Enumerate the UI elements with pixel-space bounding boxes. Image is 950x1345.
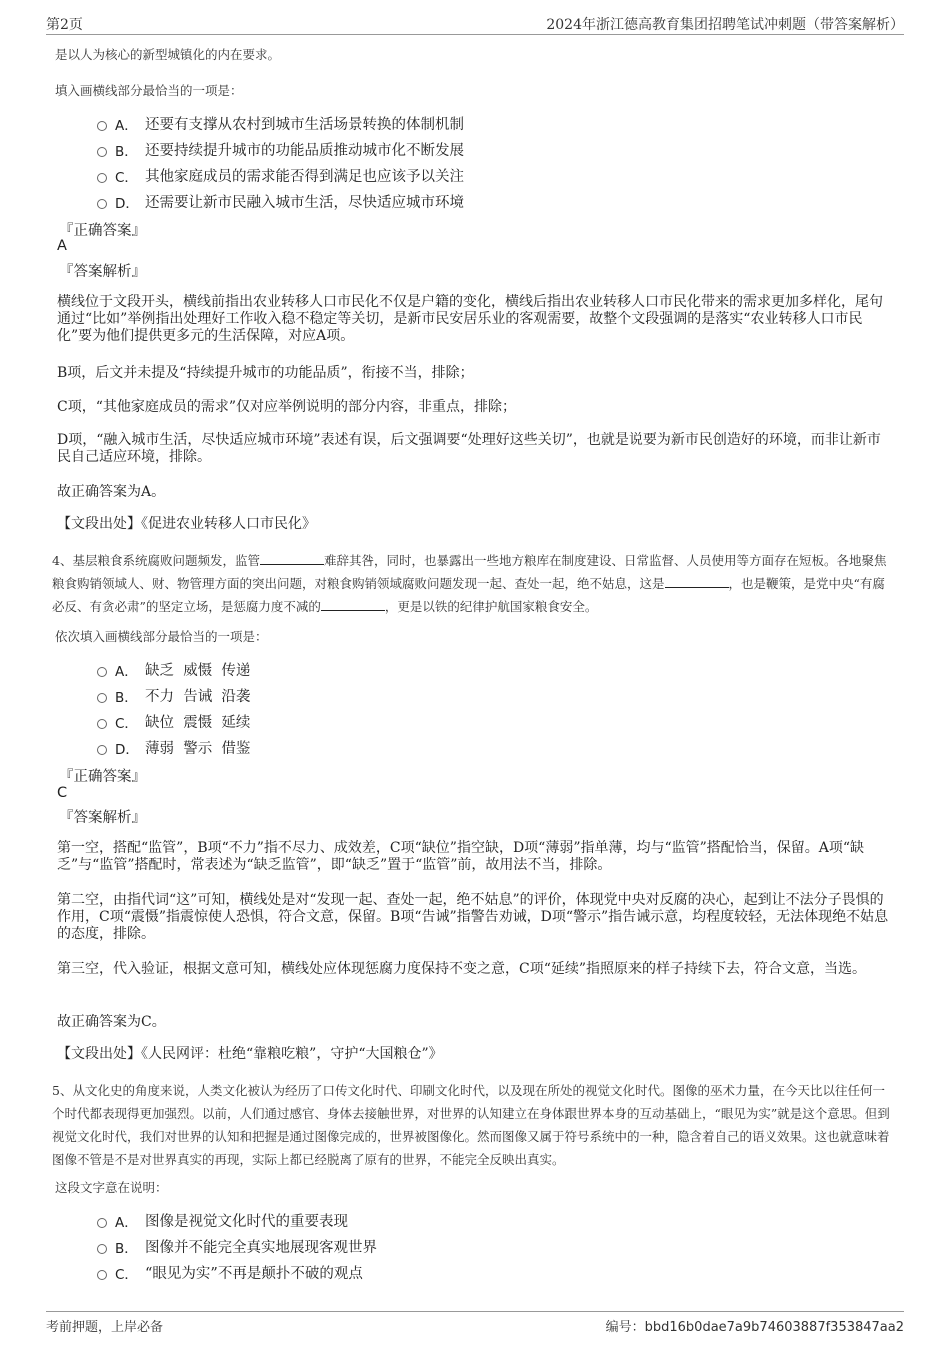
option-letter: A． (115, 118, 138, 134)
option-letter: B． (115, 144, 138, 160)
option-letter: D． (115, 742, 139, 758)
analysis-paragraph: D项，“融入城市生活，尽快适应城市环境”表述有误，后文强调要“处理好这些关切”，也就是说要为新市民创造好的环境，而非让新市民自己适应环境，排除。 (57, 432, 881, 465)
radio-icon[interactable] (97, 121, 107, 131)
fill-blank (260, 552, 324, 565)
question-5-options (55, 1209, 655, 1287)
option-b[interactable] (55, 684, 655, 710)
question-3-options (55, 112, 655, 216)
question-4-prompt: 依次填入画横线部分最恰当的一项是： (55, 629, 268, 644)
option-c[interactable] (55, 164, 655, 190)
document-title: 2024年浙江德高教育集团招聘笔试冲刺题（带答案解析） (546, 17, 904, 33)
analysis-paragraph: 故正确答案为A。 (57, 484, 166, 500)
option-text: 缺乏 威慑 传递 (145, 663, 251, 679)
option-d[interactable] (55, 190, 655, 216)
analysis-paragraph: 第三空，代入验证，根据文意可知，横线处应体现惩腐力度保持不变之意，C项“延续”指照原来的样子持续下去，符合文意，当选。 (57, 961, 867, 977)
option-text: 不力 告诫 沿袭 (145, 689, 251, 705)
radio-icon[interactable] (97, 719, 107, 729)
question-4-text (52, 549, 892, 618)
option-text: 图像并不能完全真实地展现客观世界 (145, 1240, 377, 1256)
radio-icon[interactable] (97, 745, 107, 755)
question-3-prompt: 填入画横线部分最恰当的一项是： (55, 83, 243, 98)
text-source: 【文段出处】《人民网评：杜绝“靠粮吃粮”，守护“大国粮仓”》 (57, 1046, 443, 1062)
option-b[interactable] (55, 1235, 655, 1261)
radio-icon[interactable] (97, 199, 107, 209)
radio-icon[interactable] (97, 693, 107, 703)
option-letter: C． (115, 1267, 138, 1283)
option-letter: C． (115, 170, 138, 186)
option-text: 还需要让新市民融入城市生活，尽快适应城市环境 (145, 195, 464, 211)
document-id: 编号：bbd16b0dae7a9b74603887f353847aa2 (605, 1320, 904, 1335)
question-5-text: 5、从文化史的角度来说，人类文化被认为经历了口传文化时代、印刷文化时代，以及现在所处的视觉文化时代。图像的巫术力量，在今天比以往任何一个时代都表现得更加强烈。以前，人们通过感官、身体去接触世界，对世界的认知建立在身体跟世界本身的互动基础上，“眼见为实”就是这个意思。但到视觉文化时代，我们对世界的认知和把握是通过图像完成的，世界被图像化。然而图像又属于符号系统中的一种，隐含着自己的语义效果。这也就意味着图像不管是不是对世界真实的再现，实际上都已经脱离了原有的世界，不能完全反映出真实。 (52, 1083, 890, 1167)
option-a[interactable] (55, 658, 655, 684)
option-a[interactable] (55, 112, 655, 138)
page-header (46, 14, 904, 35)
radio-icon[interactable] (97, 147, 107, 157)
option-letter: A． (115, 664, 138, 680)
correct-answer-label: 『正确答案』 (59, 223, 146, 239)
question-text-part: ，更是以铁的纪律护航国家粮食安全。 (384, 599, 598, 614)
analysis-label: 『答案解析』 (59, 810, 146, 826)
analysis-label: 『答案解析』 (59, 264, 146, 280)
option-text: 薄弱 警示 借鉴 (145, 741, 251, 757)
option-text: 还要持续提升城市的功能品质推动城市化不断发展 (145, 143, 464, 159)
option-c[interactable] (55, 1261, 655, 1287)
option-text: 其他家庭成员的需求能否得到满足也应该予以关注 (145, 169, 464, 185)
option-letter: C． (115, 716, 138, 732)
correct-answer: A (57, 238, 67, 254)
page-number: 第2页 (46, 17, 83, 33)
question-4-options (55, 658, 655, 762)
analysis-paragraph: C项，“其他家庭成员的需求”仅对应举例说明的部分内容，非重点，排除； (57, 399, 517, 415)
analysis-paragraph: 横线位于文段开头，横线前指出农业转移人口市民化不仅是户籍的变化，横线后指出农业转移人口市民化带来的需求更加多样化，尾句通过“比如”举例指出处理好工作收入稳不稳定等关切，是新市民安居乐业的客观需要，故整个文段强调的是落实“农业转移人口市民化”要为他们提供更多元的生活保障，对应A项。 (57, 294, 883, 344)
question-5-prompt: 这段文字意在说明： (55, 1180, 168, 1195)
option-d[interactable] (55, 736, 655, 762)
option-c[interactable] (55, 710, 655, 736)
option-text: 缺位 震慑 延续 (145, 715, 251, 731)
radio-icon[interactable] (97, 667, 107, 677)
question-text-part: ，也是鞭策，是党中央“有腐必反、有贪必肃”的坚定立场，是惩腐力度不减的 (52, 576, 885, 614)
analysis-paragraph: 第二空，由指代词“这”可知，横线处是对“发现一起、查处一起，绝不姑息”的评价，体现党中央对反腐的决心，起到让不法分子畏惧的作用，C项“震慑”指震惊使人恐惧，符合文意，保留。B项“告诫”指警告劝诫，D项“警示”指告诫示意，均程度较轻，无法体现绝不姑息的态度，排除。 (57, 892, 889, 942)
text-source: 【文段出处】《促进农业转移人口市民化》 (57, 516, 316, 532)
radio-icon[interactable] (97, 173, 107, 183)
analysis-paragraph: 故正确答案为C。 (57, 1014, 166, 1030)
option-letter: B． (115, 690, 138, 706)
option-text: “眼见为实”不再是颠扑不破的观点 (145, 1266, 363, 1282)
option-text: 图像是视觉文化时代的重要表现 (145, 1214, 348, 1230)
question-text-part: 难辞其咎，同时，也暴露出一些地方粮库在制度建设、日常监督、人员使用等方面存在短板。各地聚焦粮食购销领域人、财、物管理方面的突出问题，对粮食购销领域腐败问题发现一起、查处一起，绝不姑息，这是 (52, 553, 887, 591)
option-letter: D． (115, 196, 139, 212)
correct-answer-label: 『正确答案』 (59, 769, 146, 785)
option-letter: A． (115, 1215, 138, 1231)
analysis-paragraph: B项，后文并未提及“持续提升城市的功能品质”，衔接不当，排除； (57, 365, 474, 381)
fill-blank (665, 575, 729, 588)
analysis-paragraph: 第一空，搭配“监管”，B项“不力”指不尽力、成效差，C项“缺位”指空缺，D项“薄弱”指单薄，均与“监管”搭配恰当，保留。A项“缺乏”与“监管”搭配时，常表述为“缺乏监管”，即“缺乏”置于“监管”前，故用法不当，排除。 (57, 840, 865, 873)
question-text-part: 4、基层粮食系统腐败问题频发，监管 (52, 553, 260, 568)
option-text: 还要有支撑从农村到城市生活场景转换的体制机制 (145, 117, 464, 133)
question-3-tail: 是以人为核心的新型城镇化的内在要求。 (55, 47, 281, 62)
radio-icon[interactable] (97, 1270, 107, 1280)
fill-blank (321, 598, 385, 611)
option-a[interactable] (55, 1209, 655, 1235)
radio-icon[interactable] (97, 1218, 107, 1228)
page-footer (46, 1311, 904, 1336)
radio-icon[interactable] (97, 1244, 107, 1254)
correct-answer: C (57, 785, 68, 801)
option-b[interactable] (55, 138, 655, 164)
option-letter: B． (115, 1241, 138, 1257)
footer-slogan: 考前押题，上岸必备 (46, 1320, 164, 1335)
